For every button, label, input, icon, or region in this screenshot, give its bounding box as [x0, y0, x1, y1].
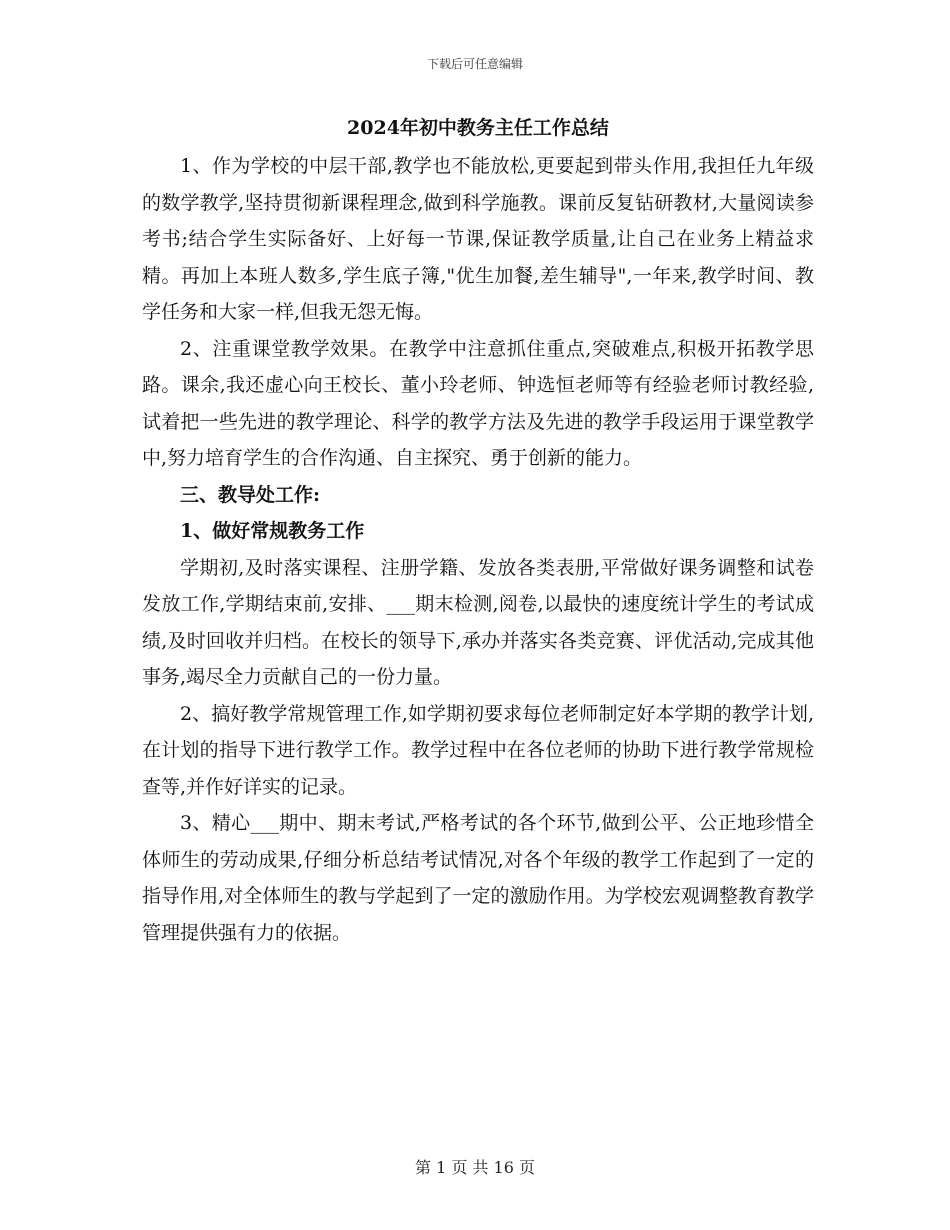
document-title: 2024年初中教务主任工作总结	[347, 117, 609, 139]
section-heading: 三、教导处工作:	[180, 483, 321, 506]
subsection-heading: 1、做好常规教务工作	[180, 520, 365, 542]
header-note: 下载后可任意编辑	[426, 57, 523, 71]
paragraph-2: 2、注重课堂教学效果。在教学中注意抓住重点,突破难点,积极开拓教学思路。课余,我还虚心向王校长、董小玲老师、钟选恒老师等有经验老师讨教经验,试着把一些先进的教学理论、科学的教学方法及先进的教学手段运用于课堂教学中,努力培育学生的合作沟通、自主探究、勇于创新的能力。	[142, 337, 814, 469]
page-indicator: 第 1 页 共 16 页	[415, 1158, 535, 1177]
document-body	[142, 112, 814, 951]
section-paragraph-2: 2、搞好教学常规管理工作,如学期初要求每位老师制定好本学期的教学计划,在计划的指导下进行教学工作。教学过程中在各位老师的协助下进行教学常规检查等,并作好详实的记录。	[142, 702, 814, 798]
section-paragraph-1: 学期初,及时落实课程、注册学籍、发放各类表册,平常做好课务调整和试卷发放工作,学期结束前,安排、___期末检测,阅卷,以最快的速度统计学生的考试成绩,及时回收并归档。在校长的领导下,承办并落实各类竞赛、评优活动,完成其他事务,竭尽全力贡献自己的一份力量。	[142, 556, 814, 688]
paragraph-1: 1、作为学校的中层干部,教学也不能放松,更要起到带头作用,我担任九年级的数学教学,坚持贯彻新课程理念,做到科学施教。课前反复钻研教材,大量阅读参考书;结合学生实际备好、上好每一节课,保证教学质量,让自己在业务上精益求精。再加上本班人数多,学生底子簿,"优生加餐,差生辅导",一年来,教学时间、教学任务和大家一样,但我无怨无悔。	[142, 155, 814, 323]
section-paragraph-3: 3、精心___期中、期末考试,严格考试的各个环节,做到公平、公正地珍惜全体师生的劳动成果,仔细分析总结考试情况,对各个年级的教学工作起到了一定的指导作用,对全体师生的教与学起到了一定的激励作用。为学校宏观调整教育教学管理提供强有力的依据。	[142, 812, 814, 944]
